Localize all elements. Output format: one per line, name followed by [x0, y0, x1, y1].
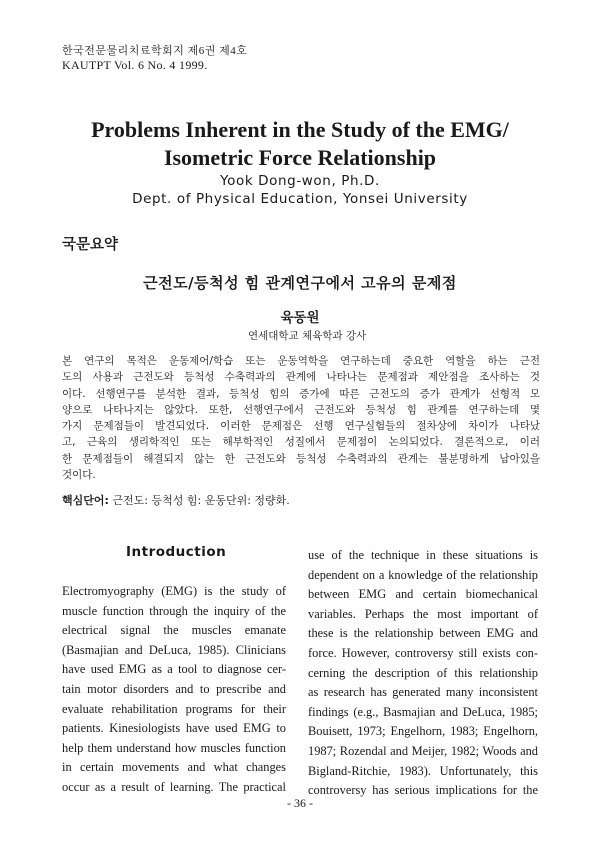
- text-line: as research has generated many inconsistent: [308, 685, 538, 700]
- keywords: [62, 492, 290, 508]
- korean-title: 근전도/등척성 힘 관계연구에서 고유의 문제점: [143, 274, 457, 292]
- text-line: help them understand how muscles function: [62, 740, 286, 755]
- author-block: [0, 172, 600, 208]
- text-line: findings (e.g., Basmajian and DeLuca, 1985;: [308, 704, 538, 719]
- abstract-line: 양으로 나타나지는 않았다. 또한, 선행연구에서 근전도와 등척성 힘 관계를 연구하는데 몇: [62, 403, 540, 416]
- korean-abstract-heading: 국문요약: [62, 237, 119, 253]
- text-line: force. However, controversy still exists con-: [308, 645, 538, 660]
- text-line: have used EMG as a tool to diagnose cer-: [62, 662, 286, 677]
- text-line: Bigland-Ritchie, 1983). Unfortunately, this: [308, 763, 538, 778]
- page-number: - 36 -: [287, 796, 313, 810]
- abstract-line: 본 연구의 목적은 운동제어/학습 또는 운동역학을 연구하는데 중요한 역할을 하는 근전: [62, 355, 540, 367]
- text-line: between EMG and certain biomechanical: [308, 587, 538, 602]
- text-line: electrical signal the muscles emanate: [62, 623, 286, 638]
- text-line: Electromyography (EMG) is the study of: [62, 584, 286, 598]
- text-line: cerning the description of this relationship: [308, 665, 538, 680]
- left-column-text: [62, 582, 286, 798]
- author-affiliation: Dept. of Physical Education, Yonsei University: [132, 191, 468, 207]
- text-line: dependent on a knowledge of the relationship: [308, 567, 538, 582]
- text-line: controversy has serious implications for the: [308, 783, 538, 798]
- text-line: patients. Kinesiologists have used EMG to: [62, 721, 286, 736]
- text-line: occur as a result of learning. The practical: [62, 779, 286, 794]
- abstract-line: 것이다.: [62, 469, 96, 482]
- text-line: these is the relationship between EMG and: [308, 626, 538, 641]
- text-line: in certain movements and what changes: [62, 760, 286, 775]
- text-line: muscle function through the inquiry of the: [62, 603, 286, 618]
- paper-title: [0, 116, 600, 172]
- abstract-line: 한 문제점들이 해결되지 않는 한 근전도와 등척성 수축력과의 관계는 불분명하게 남아있을: [62, 452, 540, 465]
- author-name: Yook Dong-won, Ph.D.: [220, 173, 380, 189]
- right-column-text: [308, 546, 538, 801]
- abstract-line: 고, 근육의 생리학적인 또는 해부학적인 성질에서 문제점이 논의되었다. 결론적으로, 이러: [62, 436, 540, 449]
- text-line: Bouisett, 1973; Engelhorn, 1983; Engelhorn,: [308, 724, 538, 739]
- abstract-line: 가지 문제점들이 발견되었다. 이러한 문제점은 선행 연구실험들의 절차상에 차이가 나타났: [62, 420, 540, 433]
- paper-title-line: Isometric Force Relationship: [163, 145, 437, 170]
- text-line: (Basmajian and DeLuca, 1985). Clinicians: [62, 642, 286, 657]
- korean-abstract-body: [62, 353, 540, 483]
- paper-title-line: Problems Inherent in the Study of the EMG/: [91, 117, 509, 142]
- journal-header-korean: 한국전문물리치료학회지 제6권 제4호: [62, 45, 248, 57]
- keywords-label: 핵심단어:: [62, 494, 109, 507]
- text-line: evaluate rehabilitation programs for their: [62, 701, 286, 716]
- korean-author: 육동원: [280, 310, 320, 326]
- journal-header-english: KAUTPT Vol. 6 No. 4 1999.: [62, 58, 208, 72]
- korean-affiliation: 연세대학교 체육학과 강사: [248, 330, 367, 342]
- text-line: use of the technique in these situations is: [308, 548, 538, 562]
- text-line: tain motor disorders and to prescribe and: [62, 681, 286, 696]
- introduction-heading: Introduction: [126, 544, 227, 560]
- abstract-line: 도의 사용과 근전도와 등척성 수축력과의 관계에 나타나는 문제점과 제안점을 조사하는 것: [62, 371, 540, 384]
- text-line: variables. Perhaps the most important of: [308, 606, 538, 621]
- text-line: 1987; Rozendal and Meijer, 1982; Woods and: [308, 743, 538, 758]
- keywords-list: 근전도: 등척성 힘: 운동단위: 정량화.: [112, 494, 290, 507]
- abstract-line: 이다. 선행연구를 분석한 결과, 등척성 힘의 증가에 따른 근전도의 증가 관계가 선형적 모: [62, 387, 540, 400]
